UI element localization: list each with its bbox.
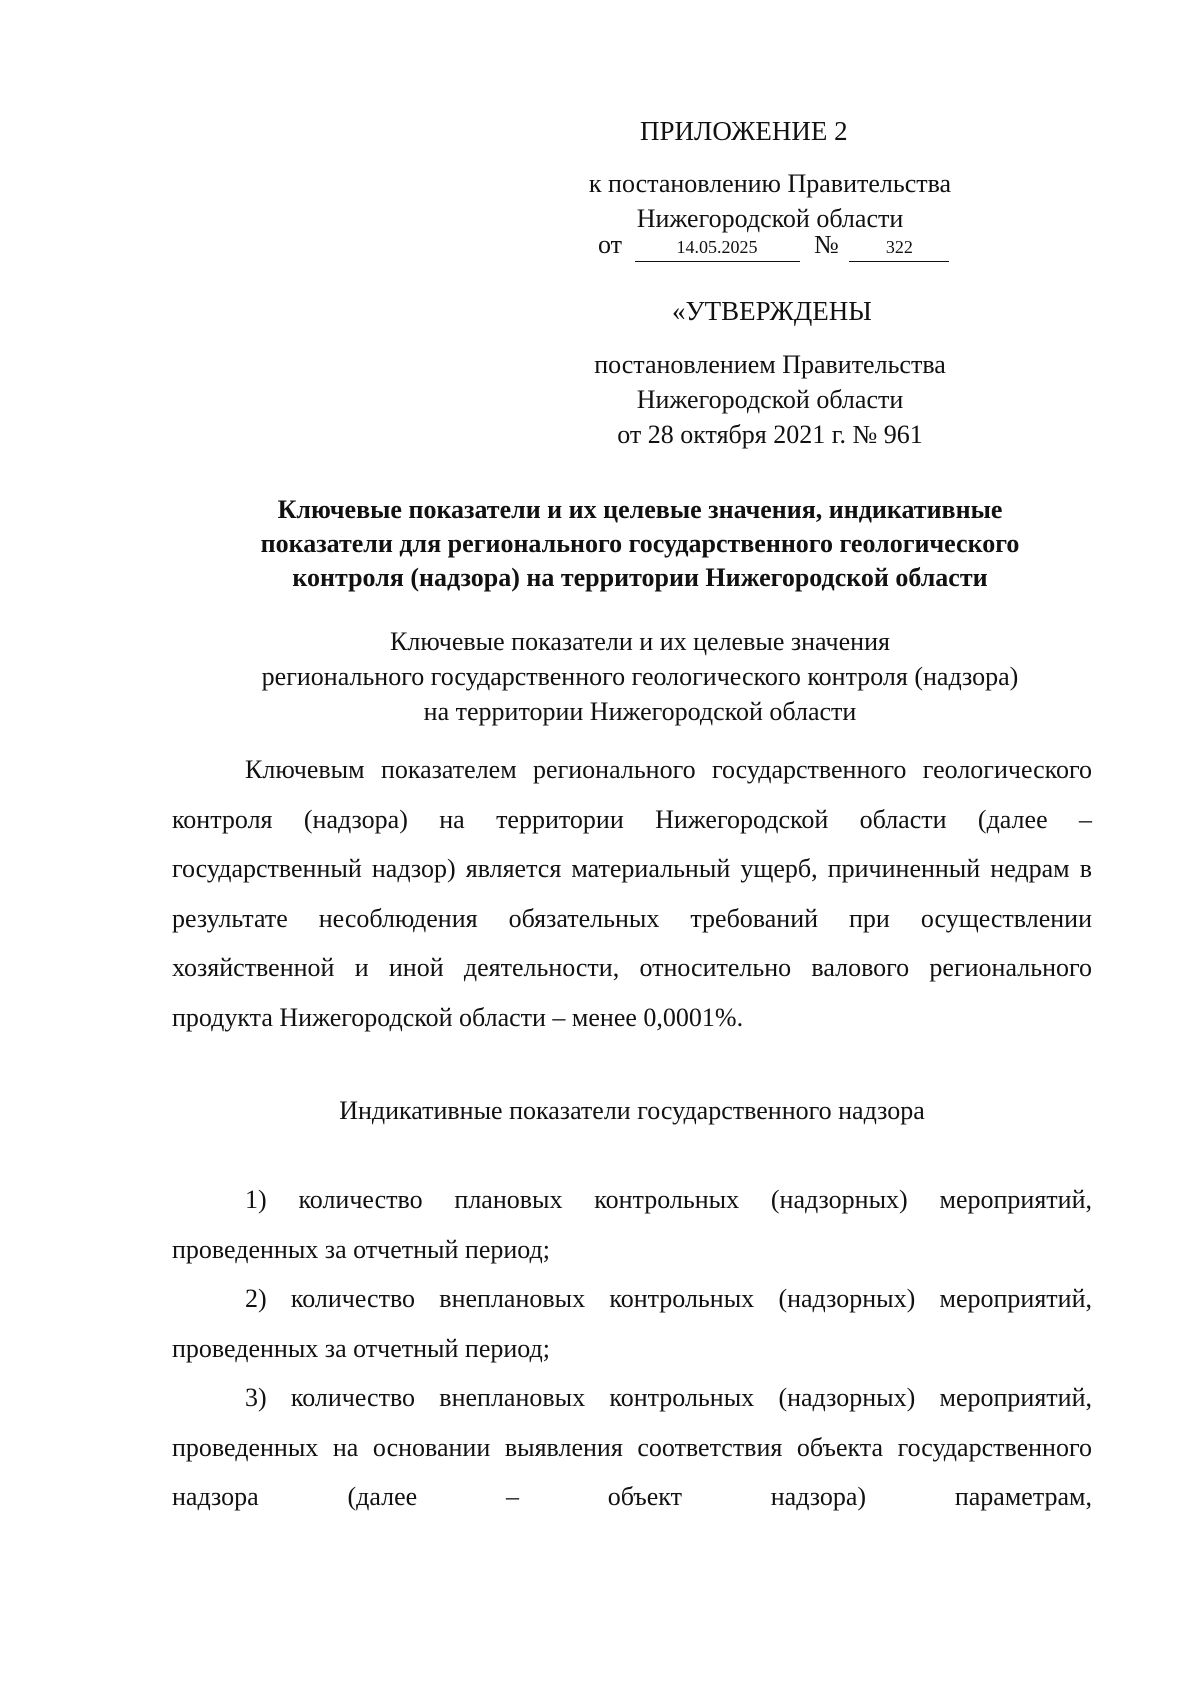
approved-ref-line: постановлением Правительства xyxy=(594,350,946,379)
order-date-number-line xyxy=(598,230,949,262)
appendix-ref-line: к постановлению Правительства xyxy=(588,169,952,198)
approved-reference xyxy=(560,347,980,452)
sub-heading-line: регионального государственного геологического контроля (надзора) xyxy=(261,662,1019,691)
appendix-title: ПРИЛОЖЕНИЕ 2 xyxy=(640,116,848,146)
approved-ref-line: от 28 октября 2021 г. № 961 xyxy=(617,420,923,449)
appendix-reference xyxy=(560,166,980,236)
approved-title: «УТВЕРЖДЕНЫ xyxy=(672,296,872,326)
indicative-indicators-title: Индикативные показатели государственного надзора xyxy=(339,1096,925,1125)
sub-heading-line: Ключевые показатели и их целевые значения xyxy=(390,627,890,656)
order-date: 14.05.2025 xyxy=(635,233,800,262)
from-label: от xyxy=(598,230,623,259)
sub-heading xyxy=(200,624,1080,729)
main-heading-line: Ключевые показатели и их целевые значения, индикативные xyxy=(277,495,1003,524)
approved-ref-line: Нижегородской области xyxy=(636,385,904,414)
main-heading-line: показатели для регионального государственного геологического xyxy=(260,529,1020,558)
indicator-item: 3) количество внеплановых контрольных (надзорных) мероприятий, проведенных на основании выявления соответствия объекта государственного надзора (далее – объект надзора) параметрам, xyxy=(172,1383,1092,1511)
indicator-item: 1) количество плановых контрольных (надзорных) мероприятий, проведенных за отчетный период; xyxy=(172,1185,1092,1264)
appendix-ref-line: Нижегородской области xyxy=(636,204,904,233)
main-heading xyxy=(200,493,1080,595)
key-indicator-paragraph: Ключевым показателем регионального государственного геологического контроля (надзора) на территории Нижегородской области (далее – государственный надзор) является материальный ущерб, причиненный недрам в результате несоблюдения обязательных требований при осуществлении хозяйственной и иной деятельности, относительно валового регионального продукта Нижегородской области – менее 0,0001%. xyxy=(172,755,1092,1032)
indicator-item: 2) количество внеплановых контрольных (надзорных) мероприятий, проведенных за отчетный период; xyxy=(172,1284,1092,1363)
main-heading-line: контроля (надзора) на территории Нижегородской области xyxy=(292,563,988,592)
number-label: № xyxy=(814,230,839,259)
sub-heading-line: на территории Нижегородской области xyxy=(423,697,857,726)
order-number: 322 xyxy=(849,233,949,262)
